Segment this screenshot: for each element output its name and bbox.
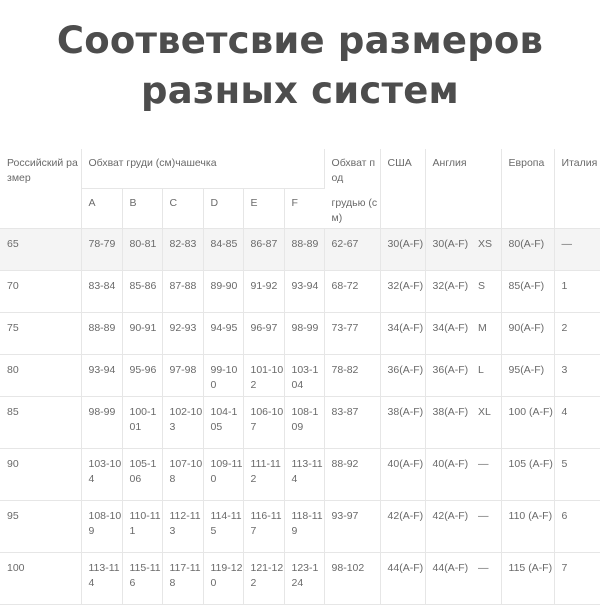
cell-cup-f: 108-109: [284, 397, 324, 449]
header-cup-e: E: [243, 189, 284, 229]
cell-italy: 6: [554, 501, 600, 553]
size-table: [0, 149, 600, 605]
header-england: Англия: [425, 149, 501, 229]
cell-cup-a: 93-94: [81, 355, 122, 397]
cell-russian-size: 85: [0, 397, 81, 449]
cell-cup-c: 112-113: [162, 501, 203, 553]
cell-cup-f: 113-114: [284, 449, 324, 501]
cell-italy: 1: [554, 271, 600, 313]
cell-cup-d: 104-105: [203, 397, 243, 449]
header-usa: США: [380, 149, 425, 229]
header-cup-b: B: [122, 189, 162, 229]
table-row: [0, 553, 600, 605]
header-underbust-line2: грудью (см): [331, 197, 378, 224]
header-cup-f: F: [284, 189, 324, 229]
table-row: [0, 355, 600, 397]
cell-international: L: [471, 355, 501, 397]
cell-cup-f: 123-124: [284, 553, 324, 605]
cell-cup-b: 100-101: [122, 397, 162, 449]
table-row: [0, 271, 600, 313]
cell-cup-e: 116-117: [243, 501, 284, 553]
cell-europe: 105 (A-F): [501, 449, 554, 501]
cell-europe: 95(A-F): [501, 355, 554, 397]
cell-italy: 2: [554, 313, 600, 355]
cell-underbust: 68-72: [324, 271, 380, 313]
cell-usa: 44(A-F): [380, 553, 425, 605]
header-cup-a: A: [81, 189, 122, 229]
cell-cup-c: 107-108: [162, 449, 203, 501]
cell-cup-e: 91-92: [243, 271, 284, 313]
cell-cup-f: 98-99: [284, 313, 324, 355]
cell-russian-size: 80: [0, 355, 81, 397]
cell-underbust: 93-97: [324, 501, 380, 553]
cell-cup-b: 110-111: [122, 501, 162, 553]
title-line-2: разных систем: [141, 69, 459, 112]
cell-england: 40(A-F): [425, 449, 471, 501]
cell-underbust: 98-102: [324, 553, 380, 605]
header-italy: Италия: [554, 149, 600, 229]
cell-italy: 4: [554, 397, 600, 449]
cell-england: 36(A-F): [425, 355, 471, 397]
cell-international: —: [471, 553, 501, 605]
cell-italy: —: [554, 229, 600, 271]
cell-cup-b: 85-86: [122, 271, 162, 313]
table-row: [0, 449, 600, 501]
cell-cup-c: 87-88: [162, 271, 203, 313]
header-underbust: [324, 149, 380, 229]
cell-england: 38(A-F): [425, 397, 471, 449]
cell-russian-size: 100: [0, 553, 81, 605]
cell-cup-c: 97-98: [162, 355, 203, 397]
cell-cup-d: 84-85: [203, 229, 243, 271]
cell-underbust: 78-82: [324, 355, 380, 397]
cell-cup-e: 101-102: [243, 355, 284, 397]
cell-cup-a: 88-89: [81, 313, 122, 355]
cell-international: —: [471, 501, 501, 553]
cell-cup-c: 102-103: [162, 397, 203, 449]
header-row: [0, 149, 600, 189]
cell-international: XL: [471, 397, 501, 449]
cell-russian-size: 70: [0, 271, 81, 313]
cell-underbust: 88-92: [324, 449, 380, 501]
cell-russian-size: 65: [0, 229, 81, 271]
cell-europe: 110 (A-F): [501, 501, 554, 553]
cell-cup-a: 78-79: [81, 229, 122, 271]
cell-international: —: [471, 449, 501, 501]
cell-underbust: 83-87: [324, 397, 380, 449]
cell-england: 44(A-F): [425, 553, 471, 605]
header-underbust-line1: Обхват под: [331, 157, 376, 184]
cell-cup-e: 111-112: [243, 449, 284, 501]
cell-cup-d: 119-120: [203, 553, 243, 605]
cell-cup-b: 90-91: [122, 313, 162, 355]
cell-cup-b: 115-116: [122, 553, 162, 605]
cell-usa: 38(A-F): [380, 397, 425, 449]
cell-cup-b: 95-96: [122, 355, 162, 397]
table-row: [0, 229, 600, 271]
table-row: [0, 501, 600, 553]
cell-cup-a: 98-99: [81, 397, 122, 449]
cell-cup-d: 89-90: [203, 271, 243, 313]
cell-usa: 42(A-F): [380, 501, 425, 553]
cell-russian-size: 95: [0, 501, 81, 553]
cell-underbust: 62-67: [324, 229, 380, 271]
cell-italy: 5: [554, 449, 600, 501]
cell-usa: 30(A-F): [380, 229, 425, 271]
table-row: [0, 313, 600, 355]
cell-england: 42(A-F): [425, 501, 471, 553]
page-title: [0, 16, 600, 116]
cell-europe: 115 (A-F): [501, 553, 554, 605]
cell-russian-size: 75: [0, 313, 81, 355]
cell-usa: 40(A-F): [380, 449, 425, 501]
cell-cup-f: 88-89: [284, 229, 324, 271]
cell-cup-e: 121-122: [243, 553, 284, 605]
cell-england: 30(A-F): [425, 229, 471, 271]
cell-international: XS: [471, 229, 501, 271]
header-russian-size: Российский размер: [0, 149, 81, 229]
cell-cup-d: 109-110: [203, 449, 243, 501]
cell-italy: 3: [554, 355, 600, 397]
header-cup-d: D: [203, 189, 243, 229]
cell-cup-e: 106-107: [243, 397, 284, 449]
cell-cup-f: 93-94: [284, 271, 324, 313]
cell-england: 34(A-F): [425, 313, 471, 355]
cell-cup-c: 82-83: [162, 229, 203, 271]
cell-cup-d: 99-100: [203, 355, 243, 397]
cell-underbust: 73-77: [324, 313, 380, 355]
cell-cup-b: 105-106: [122, 449, 162, 501]
cell-europe: 90(A-F): [501, 313, 554, 355]
cell-cup-c: 92-93: [162, 313, 203, 355]
header-europe: Европа: [501, 149, 554, 229]
cell-cup-d: 114-115: [203, 501, 243, 553]
cell-cup-a: 108-109: [81, 501, 122, 553]
cell-usa: 36(A-F): [380, 355, 425, 397]
cell-cup-a: 83-84: [81, 271, 122, 313]
cell-cup-c: 117-118: [162, 553, 203, 605]
cell-cup-e: 96-97: [243, 313, 284, 355]
cell-cup-a: 103-104: [81, 449, 122, 501]
table-row: [0, 397, 600, 449]
cell-cup-f: 118-119: [284, 501, 324, 553]
title-line-1: Соответсвие размеров: [56, 19, 544, 62]
cell-england: 32(A-F): [425, 271, 471, 313]
cell-cup-f: 103-104: [284, 355, 324, 397]
cell-cup-a: 113-114: [81, 553, 122, 605]
cell-europe: 100 (A-F): [501, 397, 554, 449]
cell-russian-size: 90: [0, 449, 81, 501]
cell-usa: 34(A-F): [380, 313, 425, 355]
cell-international: M: [471, 313, 501, 355]
cell-cup-d: 94-95: [203, 313, 243, 355]
cell-italy: 7: [554, 553, 600, 605]
header-bust-cup: Обхват груди (см)чашечка: [81, 149, 324, 189]
cell-cup-e: 86-87: [243, 229, 284, 271]
cell-international: S: [471, 271, 501, 313]
cell-usa: 32(A-F): [380, 271, 425, 313]
cell-europe: 85(A-F): [501, 271, 554, 313]
cell-europe: 80(A-F): [501, 229, 554, 271]
header-cup-c: C: [162, 189, 203, 229]
cell-cup-b: 80-81: [122, 229, 162, 271]
